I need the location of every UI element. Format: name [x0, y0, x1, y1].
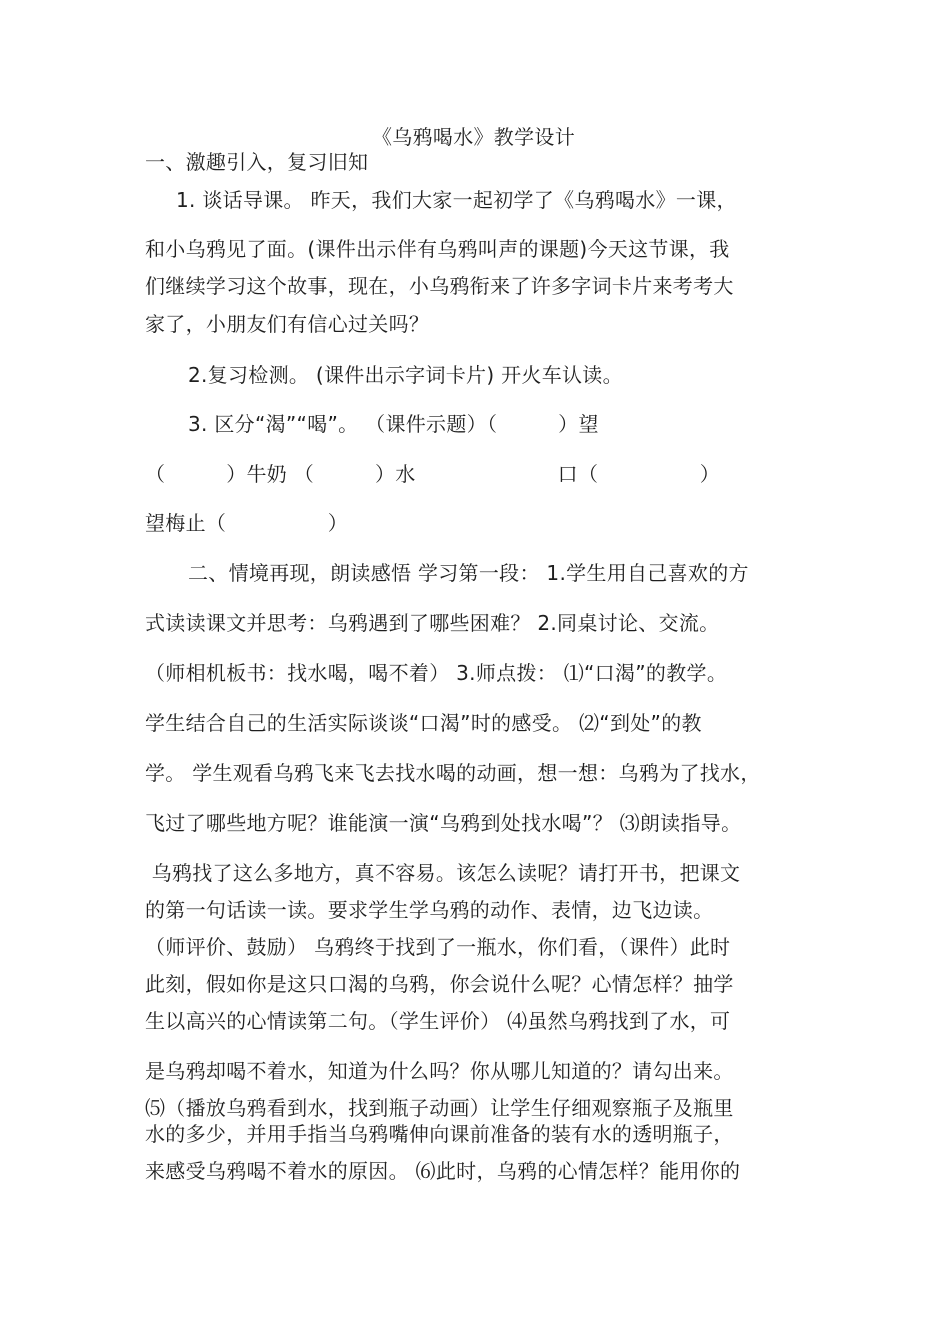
text-line: 家了，小朋友们有信心过关吗？: [145, 312, 430, 336]
section-heading-1: 一、激趣引入，复习旧知: [145, 150, 369, 174]
document-title: 《乌鸦喝水》教学设计: [372, 125, 575, 149]
text-line: （ ）牛奶 （ ）水 口（ ）: [145, 462, 721, 486]
text-line: 式读读课文并思考：乌鸦遇到了哪些困难？ 2.同桌讨论、交流。: [145, 611, 720, 635]
text-line: 的第一句话读一读。要求学生学乌鸦的动作、表情，边飞边读。: [145, 898, 714, 922]
text-line: 此刻，假如你是这只口渴的乌鸦，你会说什么呢？心情怎样？抽学: [145, 972, 734, 996]
text-line: 水的多少，并用手指当乌鸦嘴伸向课前准备的装有水的透明瓶子，: [145, 1122, 734, 1146]
text-line: 们继续学习这个故事，现在，小乌鸦衔来了许多字词卡片来考考大: [145, 274, 734, 298]
text-line: 学生结合自己的生活实际谈谈“口渴”时的感受。 ⑵“到处”的教: [145, 711, 702, 735]
text-line: 2.复习检测。 (课件出示字词卡片) 开火车认读。: [188, 363, 623, 387]
text-line: 生以高兴的心情读第二句。（学生评价） ⑷虽然乌鸦找到了水，可: [145, 1009, 731, 1033]
text-line: ⑸（播放乌鸦看到水，找到瓶子动画）让学生仔细观察瓶子及瓶里: [145, 1096, 734, 1120]
text-line: 学。 学生观看乌鸦飞来飞去找水喝的动画，想一想：乌鸦为了找水，: [145, 761, 761, 785]
text-line: 1. 谈话导课。 昨天，我们大家一起初学了《乌鸦喝水》一课，: [176, 188, 737, 212]
text-line: 3. 区分“渴”“喝”。 （课件示题）（ ）望: [188, 412, 599, 436]
text-line: 飞过了哪些地方呢？谁能演一演“乌鸦到处找水喝”？ ⑶朗读指导。: [145, 811, 742, 835]
text-line: （师评价、鼓励） 乌鸦终于找到了一瓶水，你们看，（课件）此时: [145, 935, 731, 959]
text-line: 望梅止（ ）: [145, 511, 348, 535]
text-line: 是乌鸦却喝不着水，知道为什么吗？你从哪儿知道的？请勾出来。: [145, 1059, 734, 1083]
text-line: 乌鸦找了这么多地方，真不容易。该怎么读呢？请打开书，把课文: [145, 861, 741, 885]
text-line: （师相机板书：找水喝，喝不着） 3.师点拨： ⑴“口渴”的教学。: [145, 661, 728, 685]
text-line: 和小乌鸦见了面。(课件出示伴有乌鸦叫声的课题)今天这节课，我: [145, 237, 730, 261]
section-heading-2: 二、情境再现，朗读感悟 学习第一段： 1.学生用自己喜欢的方: [188, 561, 749, 585]
text-line: 来感受乌鸦喝不着水的原因。 ⑹此时，乌鸦的心情怎样？能用你的: [145, 1159, 741, 1183]
